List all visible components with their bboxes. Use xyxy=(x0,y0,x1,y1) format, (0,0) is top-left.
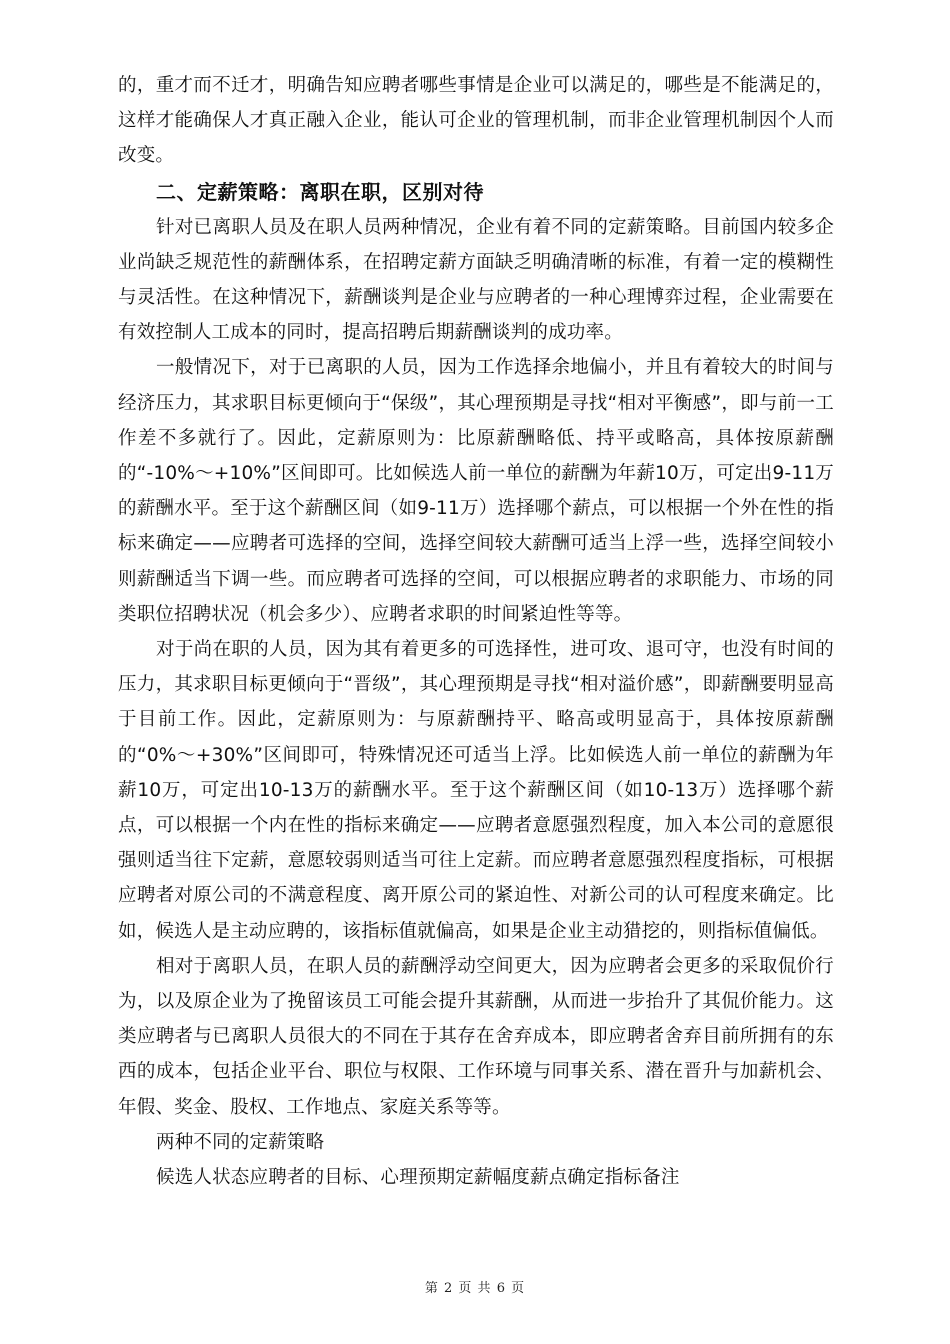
document-body xyxy=(118,68,834,1195)
section-heading: 二、定薪策略：离职在职，区别对待 xyxy=(156,179,484,204)
table-caption: 两种不同的定薪策略 xyxy=(156,1131,325,1153)
table-header-line: 候选人状态应聘者的目标、心理预期定薪幅度薪点确定指标备注 xyxy=(156,1167,680,1189)
paragraph-4: 相对于离职人员，在职人员的薪酬浮动空间更大，因为应聘者会更多的采取侃价行为，以及原企业为了挽留该员工可能会提升其薪酬，从而进一步抬升了其侃价能力。这类应聘者与已离职人员很大的不同在于其存在舍弃成本，即应聘者舍弃目前所拥有的东西的成本，包括企业平台、职位与权限、工作环境与同事关系、潜在晋升与加薪机会、年假、奖金、股权、工作地点、家庭关系等等。 xyxy=(118,955,834,1118)
paragraph-3: 对于尚在职的人员，因为其有着更多的可选择性，进可攻、退可守，也没有时间的压力，其求职目标更倾向于“晋级”，其心理预期是寻找“相对溢价感”，即薪酬要明显高于目前工作。因此，定薪原则为：与原薪酬持平、略高或明显高于，具体按原薪酬的“0%～+30%”区间即可，特殊情况还可适当上浮。比如候选人前一单位的薪酬为年薪10万，可定出10-13万的薪酬水平。至于这个薪酬区间（如10-13万）选择哪个薪点，可以根据一个内在性的指标来确定——应聘者意愿强烈程度，加入本公司的意愿很强则适当往下定薪，意愿较弱则适当可往上定薪。而应聘者意愿强烈程度指标，可根据应聘者对原公司的不满意程度、离开原公司的紧迫性、对新公司的认可程度来确定。比如，候选人是主动应聘的，该指标值就偏高，如果是企业主动猎挖的，则指标值偏低。 xyxy=(118,639,834,942)
paragraph-1: 针对已离职人员及在职人员两种情况，企业有着不同的定薪策略。目前国内较多企业尚缺乏规范性的薪酬体系，在招聘定薪方面缺乏明确清晰的标准，有着一定的模糊性与灵活性。在这种情况下，薪酬谈判是企业与应聘者的一种心理博弈过程，企业需要在有效控制人工成本的同时，提高招聘后期薪酬谈判的成功率。 xyxy=(118,216,834,344)
page-number-footer: 第 2 页 共 6 页 xyxy=(424,1281,526,1296)
paragraph-2: 一般情况下，对于已离职的人员，因为工作选择余地偏小，并且有着较大的时间与经济压力，其求职目标更倾向于“保级”，其心理预期是寻找“相对平衡感”，即与前一工作差不多就行了。因此，定薪原则为：比原薪酬略低、持平或略高，具体按原薪酬的“-10%～+10%”区间即可。比如候选人前一单位的薪酬为年薪10万，可定出9-11万的薪酬水平。至于这个薪酬区间（如9-11万）选择哪个薪点，可以根据一个外在性的指标来确定——应聘者可选择的空间，选择空间较大薪酬可适当上浮一些，选择空间较小则薪酬适当下调一些。而应聘者可选择的空间，可以根据应聘者的求职能力、市场的同类职位招聘状况（机会多少）、应聘者求职的时间紧迫性等等。 xyxy=(118,357,834,625)
paragraph-continuation: 的，重才而不迁才，明确告知应聘者哪些事情是企业可以满足的，哪些是不能满足的，这样才能确保人才真正融入企业，能认可企业的管理机制，而非企业管理机制因个人而改变。 xyxy=(118,75,834,167)
